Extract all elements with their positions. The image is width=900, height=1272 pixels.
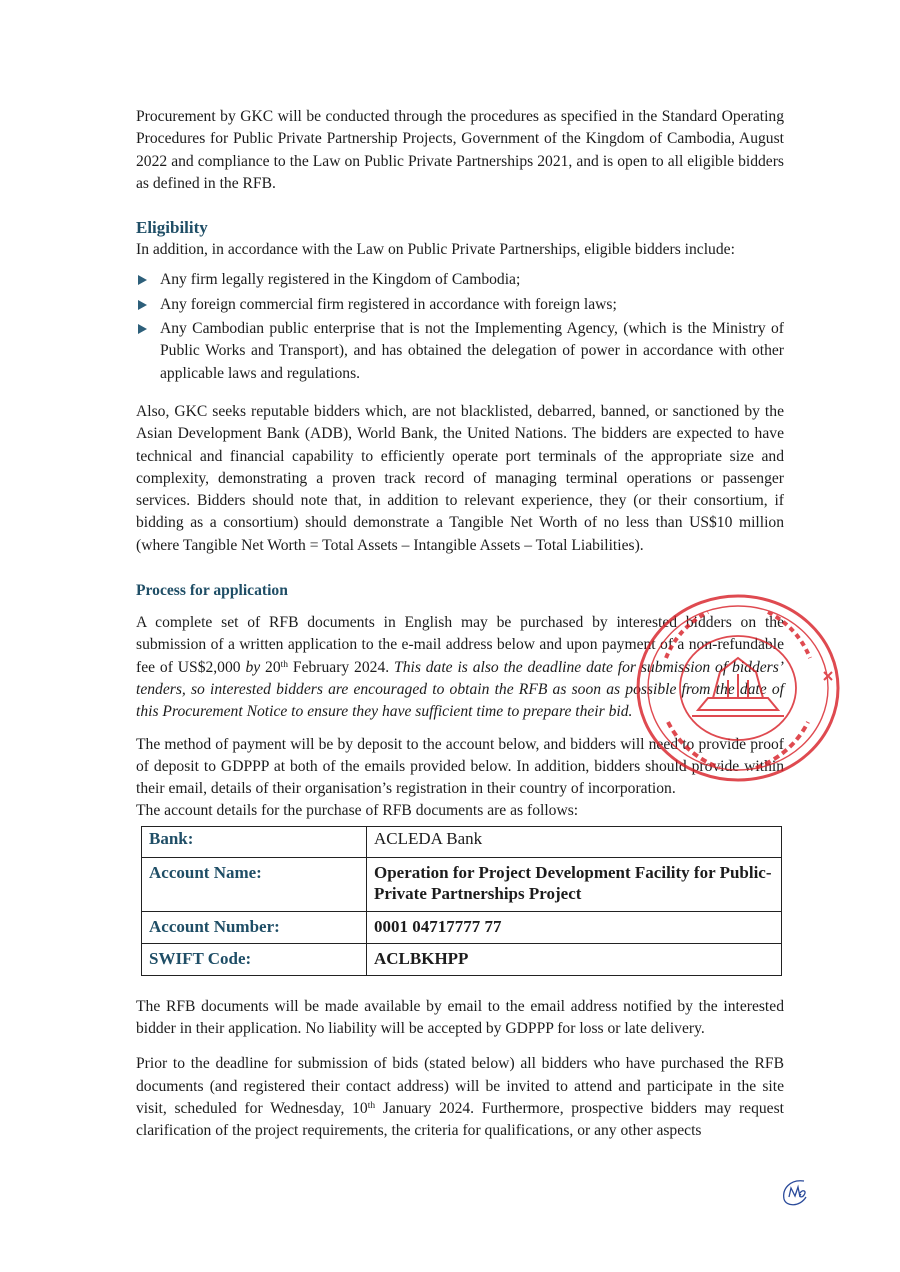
list-item-text: Any Cambodian public enterprise that is not the Implementing Agency, (which is the Ministry of Public Works and Transport), and has obtained the delegation of power in accordance with other applicable laws and regulations. bbox=[160, 320, 784, 382]
swift-code-value: ACLBKHPP bbox=[367, 943, 782, 975]
list-item bbox=[136, 294, 784, 316]
process-heading: Process for application bbox=[136, 582, 288, 600]
deadline-note: This date is also the deadline date for submission of bidders’ tenders, so interested bidders are encouraged to obtain the RFB as soon as possible from the date of this Procurement Notice to ensure they have sufficient time to prepare their bid. bbox=[136, 658, 785, 721]
eligibility-also-paragraph: Also, GKC seeks reputable bidders which, are not blacklisted, debarred, banned, or sanctioned by the Asian Development Bank (ADB), World Bank, the United Nations. The bidders are expected to have technical and financial capability to efficiently operate port terminals of the appropriate size and complexity, demonstrating a proven track record of managing terminal operations or passenger services. Bidders should note that, in addition to relevant experience, they (or their consortium, if bidding as a consortium) should demonstrate a Tangible Net Worth of no less than US$10 million (where Tangible Net Worth = Total Assets – Intangible Assets – Total Liabilities). bbox=[136, 402, 784, 554]
triangle-bullet-icon bbox=[138, 275, 147, 285]
account-name-value: Operation for Project Development Facility for Public-Private Partnerships Project bbox=[367, 857, 782, 911]
table-row bbox=[142, 826, 782, 857]
eligibility-list bbox=[136, 269, 784, 384]
table-row bbox=[142, 943, 782, 975]
intro-paragraph: Procurement by GKC will be conducted through the procedures as specified in the Standard Operating Procedures for Public Private Partnership Projects, Government of the Kingdom of Cambodia, August 2022 and compliance to the Law on Public Private Partnerships 2021, and is open to all eligible bidders as defined in the RFB. bbox=[136, 108, 784, 192]
list-item bbox=[136, 269, 784, 291]
account-name-label: Account Name: bbox=[142, 857, 367, 911]
table-row bbox=[142, 857, 782, 911]
swift-code-label: SWIFT Code: bbox=[142, 943, 367, 975]
account-number-value: 0001 04717777 77 bbox=[367, 911, 782, 943]
table-intro: The account details for the purchase of RFB documents are as follows: bbox=[136, 802, 579, 820]
triangle-bullet-icon bbox=[138, 324, 147, 334]
bank-value: ACLEDA Bank bbox=[367, 826, 782, 857]
account-number-label: Account Number: bbox=[142, 911, 367, 943]
account-details-table bbox=[141, 826, 782, 976]
process-paragraph-3: The RFB documents will be made available by email to the email address notified by the interested bidder in their application. No liability will be accepted by GDPPP for loss or late delivery. bbox=[136, 997, 784, 1038]
handwritten-initials-icon bbox=[778, 1175, 812, 1209]
eligibility-lead: In addition, in accordance with the Law on Public Private Partnerships, eligible bidders include: bbox=[136, 241, 735, 259]
list-item-text: Any foreign commercial firm registered in accordance with foreign laws; bbox=[160, 295, 617, 313]
triangle-bullet-icon bbox=[138, 300, 147, 310]
list-item bbox=[136, 318, 784, 385]
process-paragraph-4: Prior to the deadline for submission of bids (stated below) all bidders who have purchased the RFB documents (and registered their contact address) will be invited to attend and participate in the site visit, scheduled for Wednesday, 10th January 2024. Furthermore, prospective bidders may request clarification of the project requirements, the criteria for qualifications, or any other aspects bbox=[136, 1055, 785, 1140]
process-paragraph-1: A complete set of RFB documents in English may be purchased by interested bidders on the submission of a written application to the e-mail address below and upon payment of a non-refundable fee of US$2,000 by 20th February 2024. This date is also the deadline date for submission of bidders’ tenders, so interested bidders are encouraged to obtain the RFB as soon as possible from the date of this Procurement Notice to ensure they have sufficient time to prepare their bid. bbox=[136, 614, 785, 721]
process-paragraph-2: The method of payment will be by deposit to the account below, and bidders will need to provide proof of deposit to GDPPP at both of the emails provided below. In addition, bidders should provide within their email, details of their organisation’s registration in their country of incorporation. bbox=[136, 735, 784, 798]
eligibility-heading: Eligibility bbox=[136, 218, 208, 238]
bank-label: Bank: bbox=[142, 826, 367, 857]
document-body bbox=[136, 106, 784, 1143]
list-item-text: Any firm legally registered in the Kingdom of Cambodia; bbox=[160, 271, 521, 289]
table-row bbox=[142, 911, 782, 943]
